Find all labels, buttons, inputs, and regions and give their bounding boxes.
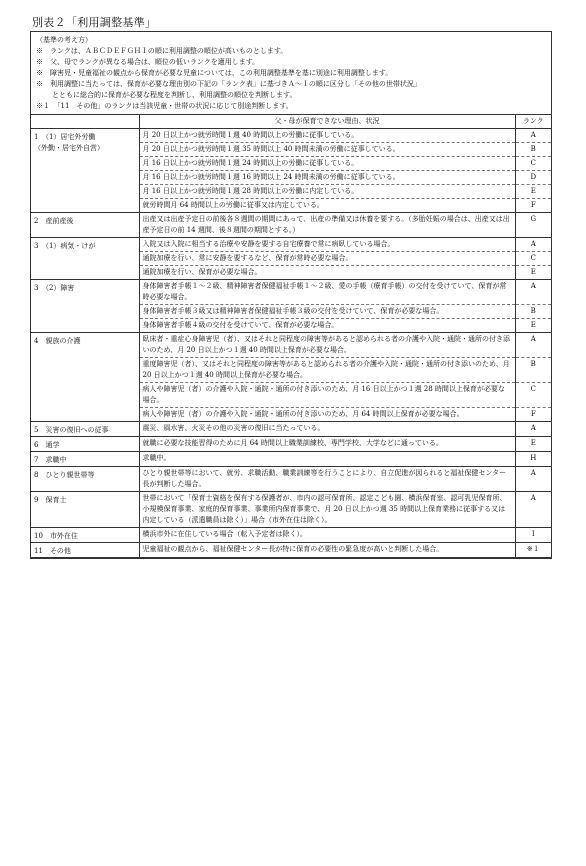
rank-cell: A [515,492,551,528]
category-label: 2 産前産後 [34,217,74,225]
rank-cell: A [515,467,551,492]
table-row [31,452,551,467]
category-label: 3 （1）病気・けが [34,242,96,250]
reason-cell: 月 16 日以上かつ就労時間１週 28 時間以上の労働に内定している。 [139,185,515,199]
rank-cell: C [515,383,551,408]
rank-cell: D [515,171,551,185]
rank-cell: F [515,408,551,422]
document-title: 別表２「利用調整基準」 [32,16,157,29]
header-reason: 父・母が保育できない理由、状況 [139,115,515,129]
criteria-frame [30,31,552,559]
category-label: 4 親族の介護 [34,337,81,345]
rank-cell: B [515,305,551,319]
category-sublabel: （外勤・居宅外自営） [34,144,104,152]
rank-cell: E [515,185,551,199]
table-row [31,129,551,143]
reason-cell: 月 16 日以上かつ就労時間１週 24 時間以上の労働に従事している。 [139,157,515,171]
rank-cell: G [515,213,551,238]
reason-cell: 月 16 日以上かつ就労時間１週 16 時間以上 24 時間未満の労働に従事している。 [139,171,515,185]
reason-cell: 就職に必要な技能習得のために月 64 時間以上職業訓練校、専門学校、大学などに通っている。 [139,437,515,452]
category-label: 10 市外在住 [34,532,78,540]
reason-cell: 入院又は入院に相当する治療や安静を要する自宅療養で常に病臥している場合。 [139,238,515,252]
table-row [31,437,551,452]
table-row [31,528,551,543]
reason-cell: 臥床者・重症心身障害児（者）、又はそれと同程度の障害等があると認められる者の介護や入院・通院・通所の付き添いのため、月 20 日以上かつ１週 40 時間以上保育が必要な場合。 [139,333,515,358]
reason-cell: 月 20 日以上かつ就労時間１週 40 時間以上の労働に従事している。 [139,129,515,143]
rank-cell: H [515,452,551,467]
category-label: 3 （2）障害 [34,284,75,292]
reason-cell: 出産又は出産予定日の前後各８週間の期間にあって、出産の準備又は休養を要する。（多胎妊娠の場合は、出産又は出産予定日の前 14 週間、後８週間の期間とする。） [139,213,515,238]
category-cell [31,422,139,437]
table-row [31,422,551,437]
rank-cell: ※１ [515,543,551,558]
category-label: 8 ひとり親世帯等 [34,471,95,479]
reason-cell: 身体障害者手帳１～２級、精神障害者保健福祉手帳１～２級、愛の手帳（療育手帳）の交付を受けていて、保育が常時必要な場合。 [139,280,515,305]
category-label: 6 通学 [34,441,60,449]
table-row [31,492,551,528]
rank-table-body [31,129,551,558]
reason-cell: 就労時間月 64 時間以上の労働に従事又は内定している。 [139,199,515,213]
reason-cell: ひとり親世帯等において、就労、求職活動、職業訓練等を行うことにより、自立促進が図られると福祉保健センター長が判断した場合。 [139,467,515,492]
reason-cell: 横浜市外に在住している場合（転入予定者は除く）。 [139,528,515,543]
principle-line: ※１ 「11 その他」のランクは当該児童・世帯の状況に応じて別途判断します。 [36,102,293,110]
category-cell [31,129,139,213]
reason-cell: 求職中。 [139,452,515,467]
reason-cell: 世帯において「保育士資格を保有する保護者が、市内の認可保育所、認定こども園、横浜保育室、認可乳児保育所、小規模保育事業、家庭的保育事業、事業所内保育事業で、月 20 日以上かつ週 35 時間以上保育業務に従事する又は内定している（派遣職員は除く）」場合（市外在住は除く）。 [139,492,515,528]
table-row [31,213,551,238]
principle-line: ※ 障害児・児童福祉の観点から保育が必要な児童については、この利用調整基準を基に別途に利用調整します。 [36,69,393,77]
principle-line: ※ 利用調整に当たっては、保育が必要な理由別の下記の「ランク表」に基づきＡ～Ｉの順に区分し「その他の世帯状況」 [36,80,421,88]
rank-cell: E [515,437,551,452]
rank-cell: C [515,157,551,171]
reason-cell: 病人や障害児（者）の介護や入院・通院・通所の付き添いのため、月 16 日以上かつ１週 28 時間以上保育が必要な場合。 [139,383,515,408]
rank-cell: E [515,266,551,280]
category-cell [31,543,139,558]
rank-table-header [31,115,551,129]
reason-cell: 月 20 日以上かつ就労時間１週 35 時間以上 40 時間未満の労働に従事している。 [139,143,515,157]
principle-line: とともに総合的に保育が必要な程度を判断し、利用調整の順位を判断します。 [52,91,297,99]
category-cell [31,238,139,280]
category-cell [31,333,139,422]
table-row [31,238,551,252]
category-cell [31,467,139,492]
rank-cell: A [515,129,551,143]
category-label: 7 求職中 [34,456,67,464]
reason-cell: 病人や障害児（者）の介護や入院・通院・通所の付き添いのため、月 64 時間以上保育が必要な場合。 [139,408,515,422]
category-label: 5 災害の復旧への従事 [34,426,109,434]
principle-line: ※ 父、母でランクが異なる場合は、順位の低いランクを適用します。 [36,58,260,66]
rank-cell: I [515,528,551,543]
principles-block [31,32,551,114]
category-cell [31,437,139,452]
rank-cell: F [515,199,551,213]
table-row [31,280,551,305]
reason-cell: 重度障害児（者）、又はそれと同程度の障害等があると認められる者の介護や入院・通院・通所の付き添いのため、月 20 日以上かつ１週 40 時間以上保育が必要な場合。 [139,358,515,383]
reason-cell: 震災、風水害、火災その他の災害の復旧に当たっている。 [139,422,515,437]
category-cell [31,492,139,528]
principle-line: ※ ランクは、ＡＢＣＤＥＦＧＨＩの順に利用調整の順位が高いものとします。 [36,47,288,55]
reason-cell: 児童福祉の観点から、福祉保健センター長が特に保育の必要性の緊急度が高いと判断した場合。 [139,543,515,558]
header-rank: ランク [515,115,551,129]
rank-cell: C [515,252,551,266]
category-label: 1 （1）居宅外労働 [34,133,96,141]
rank-table [31,114,551,558]
reason-cell: 身体障害者手帳４級の交付を受けていて、保育が必要な場合。 [139,319,515,333]
table-row [31,467,551,492]
rank-cell: B [515,358,551,383]
rank-cell: A [515,333,551,358]
table-row [31,333,551,358]
rank-cell: E [515,319,551,333]
category-cell [31,280,139,333]
category-label: 9 保育士 [34,496,67,504]
rank-cell: A [515,238,551,252]
category-label: 11 その他 [34,547,71,555]
reason-cell: 通院加療を行い、常に安静を要するなど、保育が常時必要な場合。 [139,252,515,266]
rank-cell: A [515,422,551,437]
reason-cell: 通院加療を行い、保育が必要な場合。 [139,266,515,280]
category-cell [31,452,139,467]
rank-cell: A [515,280,551,305]
table-row [31,543,551,558]
category-cell [31,528,139,543]
category-cell [31,213,139,238]
reason-cell: 身体障害者手帳３級又は精神障害者保健福祉手帳３級の交付を受けていて、保育が必要な場合。 [139,305,515,319]
principles-heading: （基準の考え方） [36,36,92,44]
rank-cell: B [515,143,551,157]
